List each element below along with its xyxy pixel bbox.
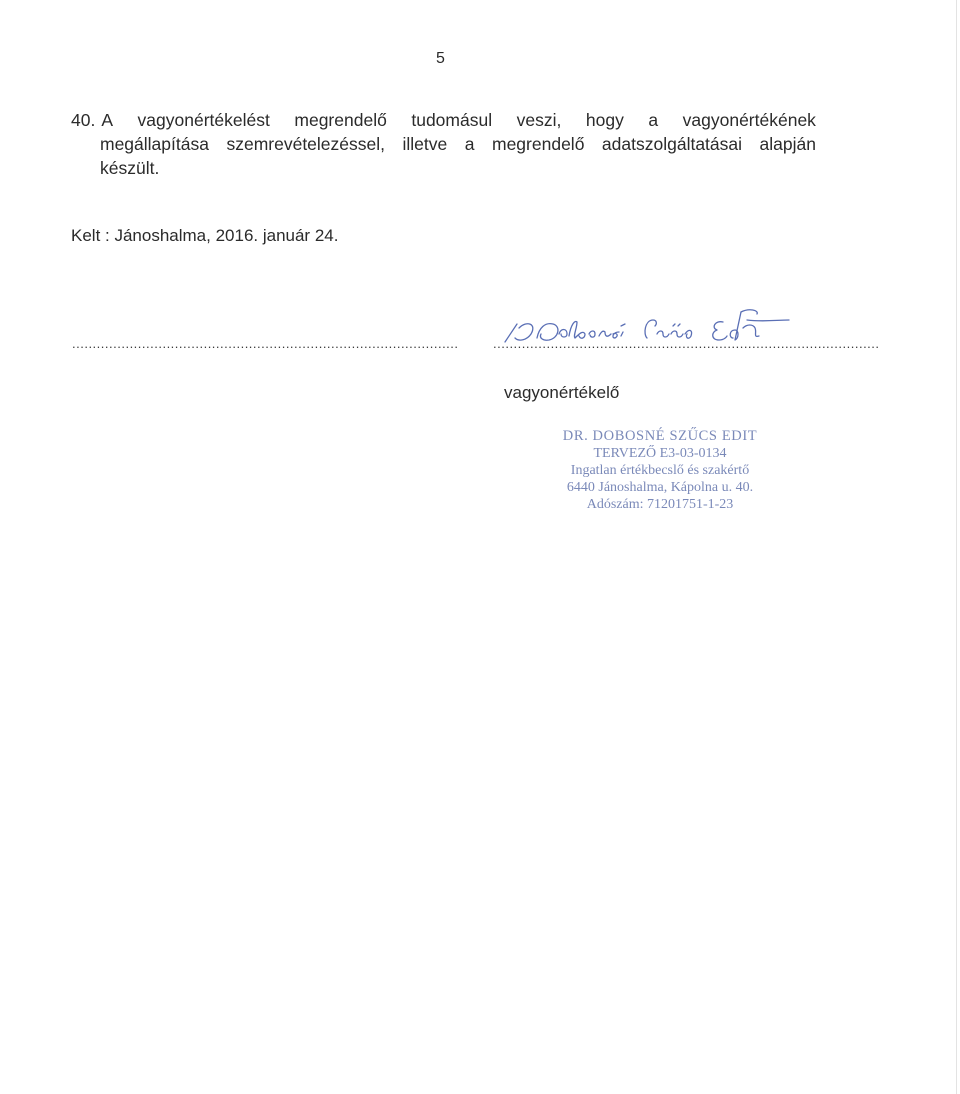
right-signature-line: ..............................................................................................: [493, 336, 880, 351]
clause-word: a: [648, 110, 659, 130]
handwritten-signature: [497, 298, 797, 354]
stamp-line-4: 6440 Jánoshalma, Kápolna u. 40.: [566, 480, 754, 495]
clause-word: szemrevételezéssel,: [226, 134, 386, 154]
clause-word: megrendelő: [492, 134, 585, 154]
clause-word: a: [464, 134, 475, 154]
clause-word: megrendelő: [294, 110, 387, 130]
clause-40: [71, 108, 816, 180]
date-place-line: Kelt : Jánoshalma, 2016. január 24.: [71, 226, 339, 245]
clause-number: 40.: [71, 110, 96, 130]
clause-line-1: [71, 108, 816, 132]
clause-line-3: [71, 156, 816, 180]
clause-word: veszi,: [516, 110, 562, 130]
clause-word: illetve: [402, 134, 448, 154]
stamp-line-5: Adószám: 71201751-1-23: [586, 497, 734, 512]
clause-word: adatszolgáltatásai: [601, 134, 743, 154]
clause-word-group: [71, 108, 113, 132]
clause-word: megállapítása: [100, 134, 209, 154]
clause-word: vagyonértékének: [682, 110, 816, 130]
left-signature-line: ..............................................................................................: [72, 336, 459, 351]
stamp-line-3: Ingatlan értékbecslő és szakértő: [570, 463, 750, 478]
page-number: 5: [436, 50, 445, 67]
clause-word: vagyonértékelést: [137, 110, 270, 130]
official-stamp: [540, 428, 780, 513]
role-label: vagyonértékelő: [504, 383, 620, 402]
stamp-name: DR. DOBOSNÉ SZŰCS EDIT: [562, 428, 758, 444]
clause-line-3-text: készült.: [100, 158, 160, 178]
clause-word: hogy: [585, 110, 624, 130]
clause-line-2: [71, 132, 816, 156]
clause-word: A: [101, 110, 114, 130]
clause-word: tudomásul: [411, 110, 493, 130]
scan-edge-line: [956, 0, 957, 1094]
stamp-line-2: TERVEZŐ E3-03-0134: [593, 446, 727, 461]
clause-word: alapján: [759, 134, 816, 154]
